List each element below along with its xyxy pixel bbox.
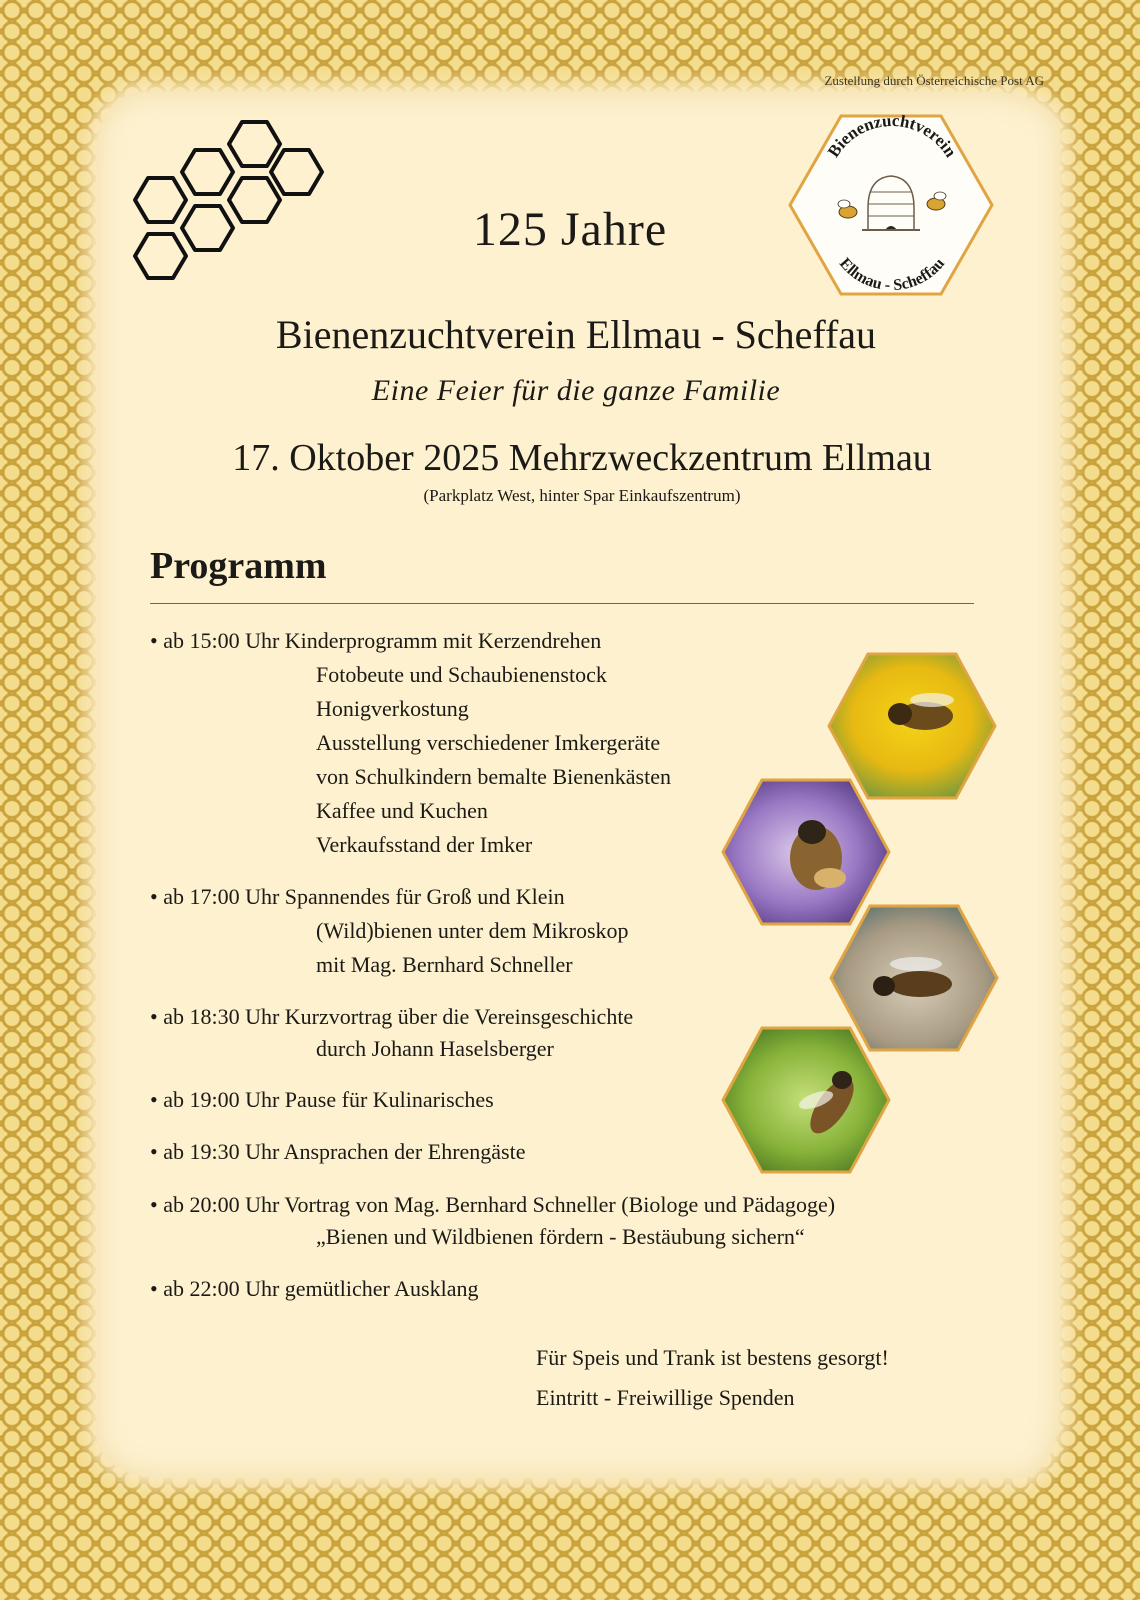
divider <box>150 603 974 604</box>
program-text: Ansprachen der Ehrengäste <box>283 1139 526 1164</box>
footer-entry: Eintritt - Freiwillige Spenden <box>536 1385 795 1410</box>
program-item: • ab 17:00 Uhr Spannendes für Groß und Klein <box>150 884 565 909</box>
event-subtitle: Eine Feier für die ganze Familie <box>371 374 781 407</box>
program-time: ab 18:30 Uhr <box>163 1004 280 1029</box>
program-time: ab 15:00 Uhr <box>163 628 280 653</box>
program-text: Fotobeute und Schaubienenstock <box>316 662 607 687</box>
program-item: • ab 20:00 Uhr Vortrag von Mag. Bernhard Schneller (Biologe und Pädagoge) <box>150 1192 836 1217</box>
program-time: ab 22:00 Uhr <box>163 1276 280 1301</box>
location-note: (Parkplatz West, hinter Spar Einkaufszentrum) <box>423 486 741 505</box>
postal-note: Zustellung durch Österreichische Post AG <box>824 73 1044 88</box>
club-name: Bienenzuchtverein Ellmau - Scheffau <box>275 312 877 357</box>
program-text: von Schulkindern bemalte Bienenkästen <box>316 764 671 789</box>
program-item: • ab 18:30 Uhr Kurzvortrag über die Vereinsgeschichte <box>150 1004 634 1029</box>
event-date-location: 17. Oktober 2025 Mehrzweckzentrum Ellmau <box>232 437 932 479</box>
program-time: ab 17:00 Uhr <box>163 884 280 909</box>
program-item: • ab 19:30 Uhr Ansprachen der Ehrengäste <box>150 1139 526 1164</box>
program-text: Ausstellung verschiedener Imkergeräte <box>316 730 661 755</box>
program-text: „Bienen und Wildbienen fördern - Bestäubung sichern“ <box>316 1224 805 1249</box>
bee-photo-collage <box>720 652 1000 1192</box>
program-item: • ab 15:00 Uhr Kinderprogramm mit Kerzendrehen <box>150 628 602 653</box>
program-item: • ab 22:00 Uhr gemütlicher Ausklang <box>150 1276 479 1301</box>
program-item: • ab 19:00 Uhr Pause für Kulinarisches <box>150 1087 494 1112</box>
program-text: Kurzvortrag über die Vereinsgeschichte <box>284 1004 634 1029</box>
program-time: ab 19:30 Uhr <box>163 1139 280 1164</box>
program-heading: Programm <box>150 545 327 587</box>
program-text: gemütlicher Ausklang <box>284 1276 479 1301</box>
footer-catering: Für Speis und Trank ist bestens gesorgt! <box>536 1345 889 1370</box>
program-text: Kaffee und Kuchen <box>316 798 488 823</box>
program-text: Verkaufsstand der Imker <box>316 832 533 857</box>
logo-bottom-text: Ellmau - Scheffau <box>835 254 949 295</box>
program-text: (Wild)bienen unter dem Mikroskop <box>316 918 629 943</box>
program-text: Pause für Kulinarisches <box>284 1087 494 1112</box>
program-text: mit Mag. Bernhard Schneller <box>316 952 573 977</box>
program-text: Vortrag von Mag. Bernhard Schneller (Biologe und Pädagoge) <box>284 1192 836 1217</box>
bee-photo-stone <box>831 906 997 1050</box>
bee-photo-lavender <box>723 780 889 924</box>
program-time: ab 20:00 Uhr <box>163 1192 280 1217</box>
bee-photo-leaves <box>723 1028 889 1172</box>
bee-photo-dandelion <box>829 654 995 798</box>
program-text: Honigverkostung <box>316 696 469 721</box>
logo-top-text: Bienenzuchtverein <box>823 112 961 161</box>
program-text: durch Johann Haselsberger <box>316 1036 554 1061</box>
program-text: Spannendes für Groß und Klein <box>284 884 565 909</box>
program-time: ab 19:00 Uhr <box>163 1087 280 1112</box>
program-text: Kinderprogramm mit Kerzendrehen <box>284 628 602 653</box>
anniversary-title: 125 Jahre <box>472 203 668 256</box>
